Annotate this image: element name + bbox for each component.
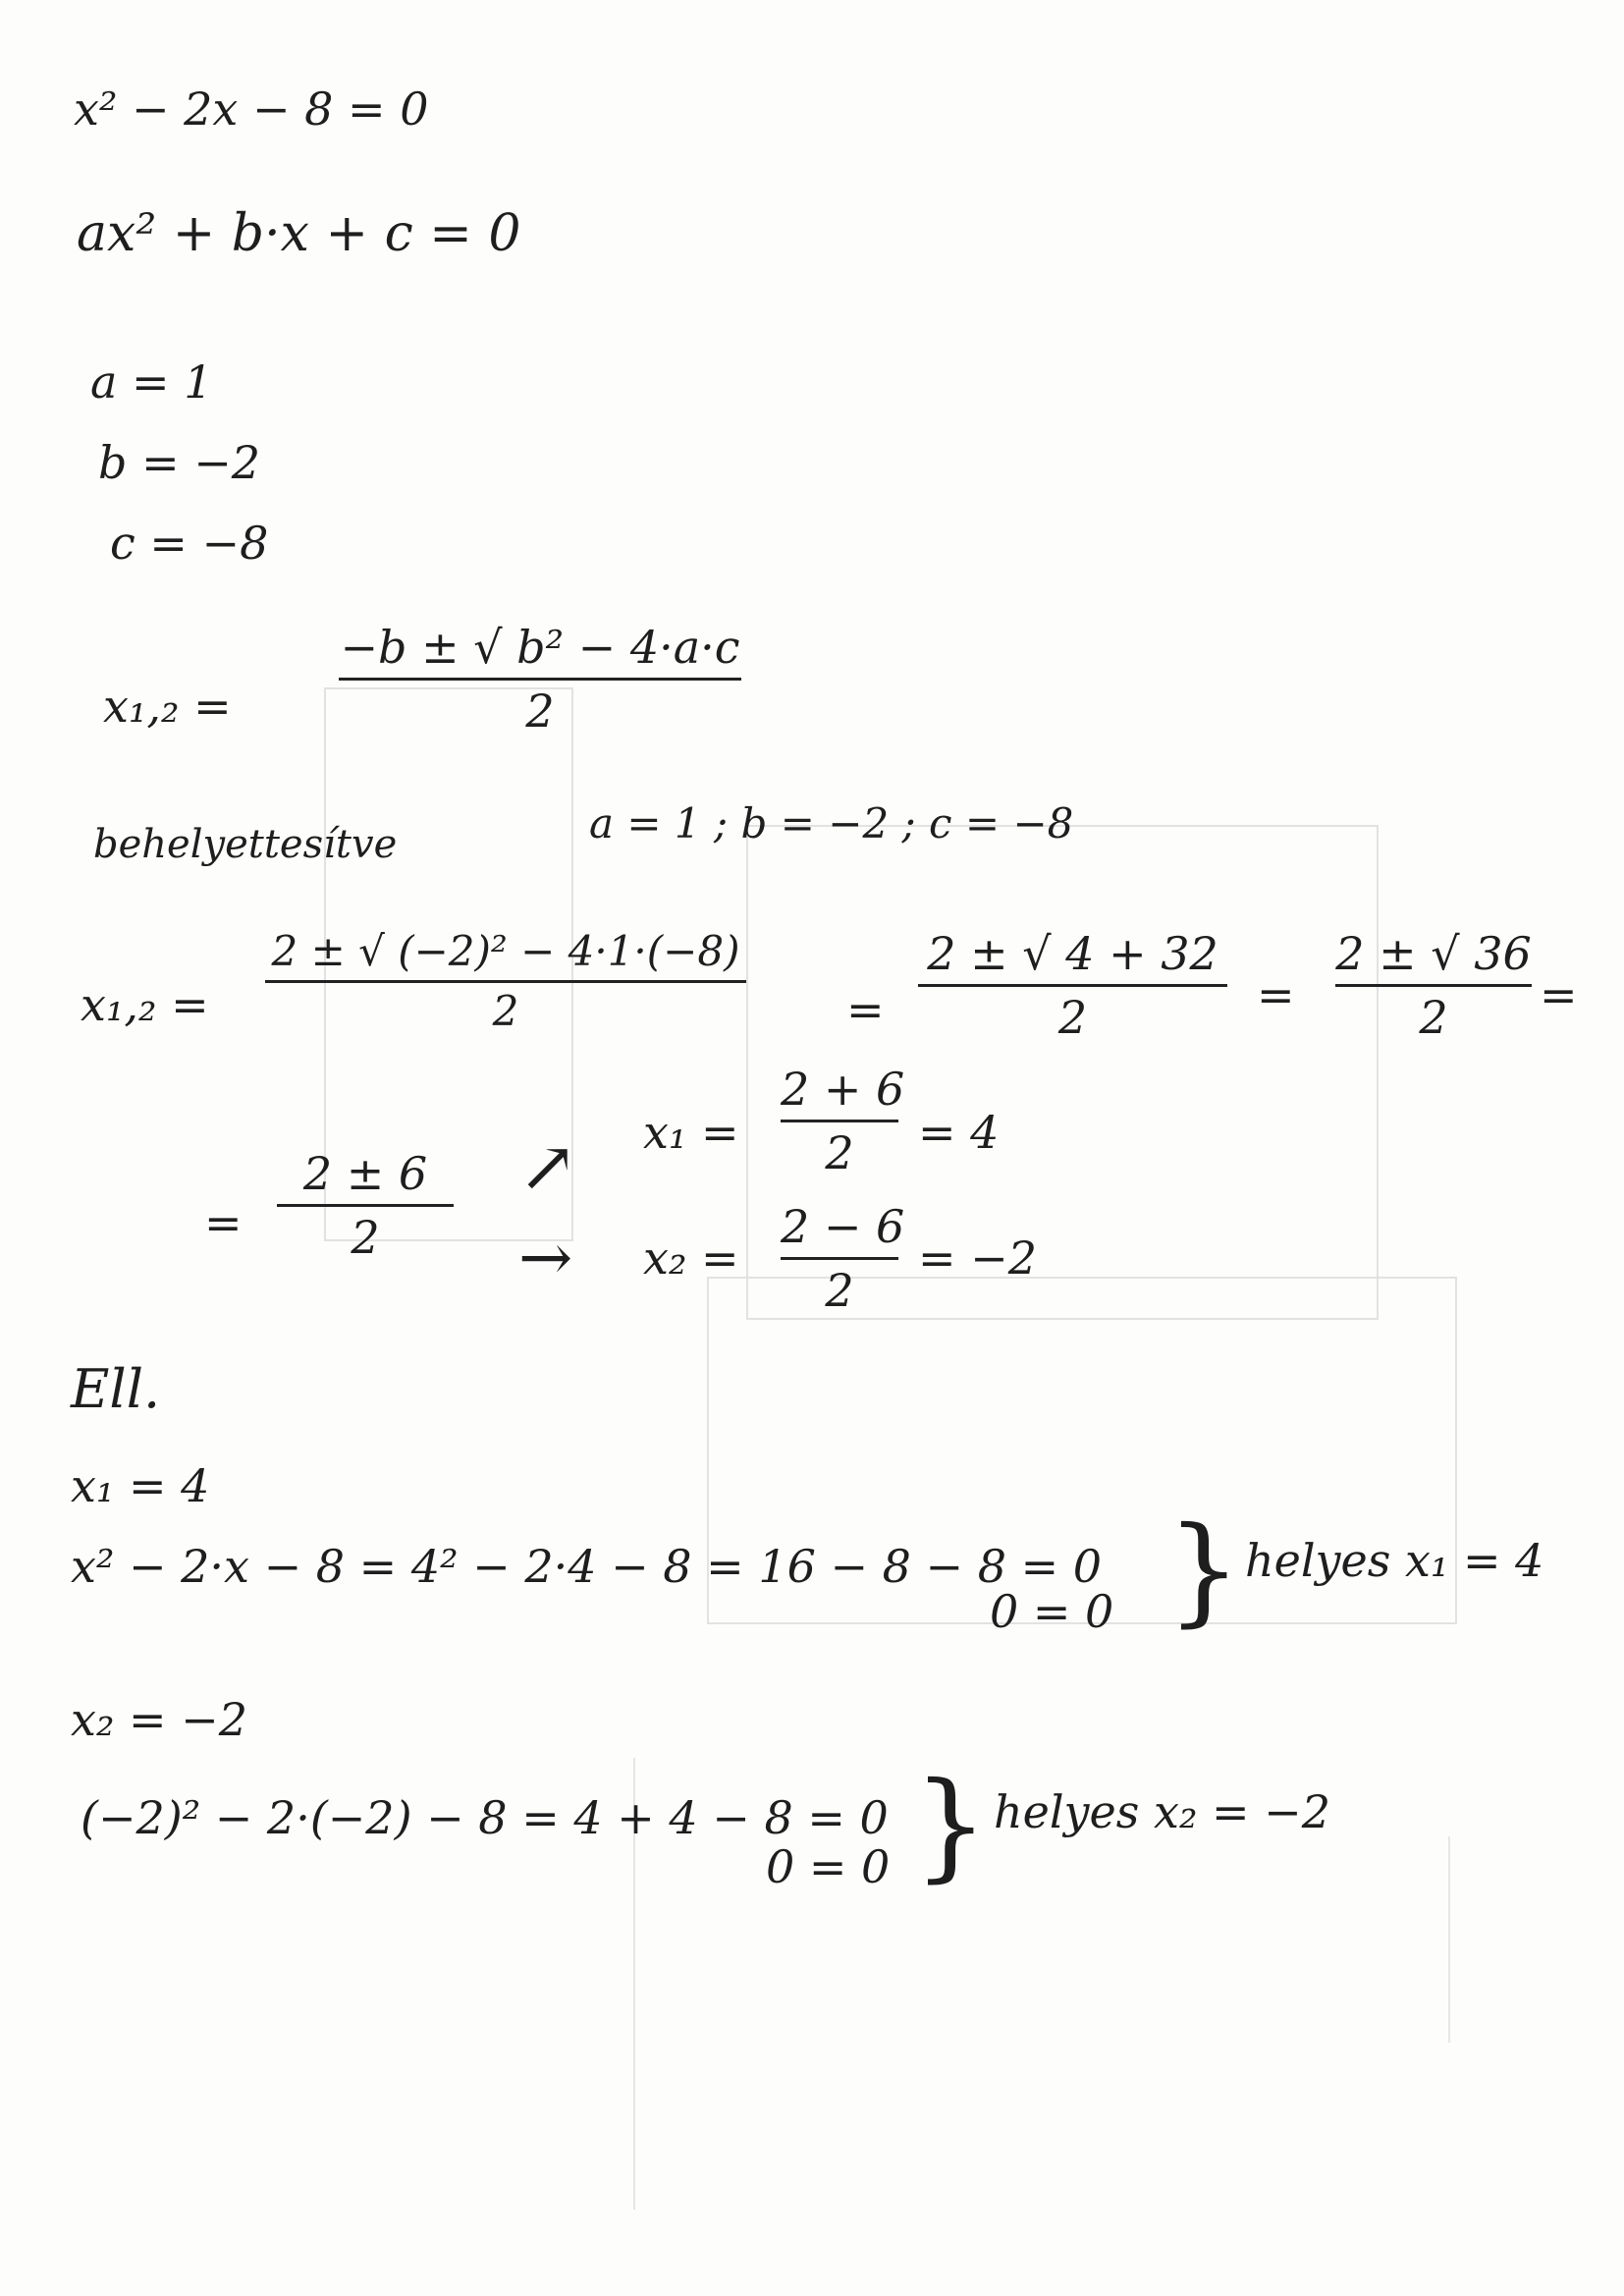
x2-fraction (781, 1200, 905, 1317)
formula-denominator: 2 (525, 684, 555, 738)
b-value: b = −2 (98, 436, 261, 489)
check2-verdict: helyes x₂ = −2 (994, 1785, 1330, 1838)
substituted-fraction-1 (265, 927, 746, 1035)
check-heading: Ell. (71, 1358, 161, 1420)
substituted-denominator-1: 2 (492, 987, 519, 1035)
substituted-fraction-3 (1335, 927, 1532, 1044)
check1-result: 0 = 0 (990, 1585, 1114, 1638)
a-value: a = 1 (90, 355, 213, 409)
x2-denominator: 2 (825, 1264, 854, 1317)
check1-verdict: helyes x₁ = 4 (1245, 1534, 1544, 1587)
equals-sign: = (846, 983, 885, 1036)
check2-result: 0 = 0 (766, 1840, 891, 1893)
equals-sign: = (1257, 968, 1295, 1021)
fraction-bar (781, 1120, 898, 1122)
check2-root: x₂ = −2 (71, 1693, 247, 1746)
x2-lhs: x₂ = (643, 1231, 739, 1285)
formula-lhs: x₁,₂ = (103, 680, 232, 733)
fraction-bar (1335, 984, 1532, 987)
check1-root: x₁ = 4 (71, 1459, 210, 1512)
substituted-lhs: x₁,₂ = (81, 978, 209, 1031)
x1-fraction (781, 1063, 905, 1179)
general-form: ax² + b·x + c = 0 (77, 204, 521, 263)
plus-minus-denominator: 2 (351, 1211, 380, 1264)
check1-line: x² − 2·x − 8 = 4² − 2·4 − 8 = 16 − 8 − 8 = 0 (71, 1540, 1103, 1593)
equation: x² − 2x − 8 = 0 (74, 82, 429, 136)
substituted-numerator-3: 2 ± √ 36 (1335, 927, 1532, 980)
formula-numerator: −b ± √ b² − 4·a·c (340, 621, 740, 674)
curly-brace-icon: } (913, 1758, 989, 1894)
x2-result: = −2 (918, 1231, 1037, 1285)
bleed-through-line (1448, 1836, 1450, 2043)
quadratic-formula (339, 621, 741, 738)
check2-line: (−2)² − 2·(−2) − 8 = 4 + 4 − 8 = 0 (81, 1791, 889, 1844)
x1-denominator: 2 (825, 1126, 854, 1179)
substitution-label: behelyettesítve (93, 822, 398, 867)
fraction-bar (277, 1204, 454, 1207)
substituted-numerator-2: 2 ± √ 4 + 32 (927, 927, 1218, 980)
plus-minus-numerator: 2 ± 6 (302, 1147, 428, 1200)
x1-lhs: x₁ = (643, 1106, 739, 1159)
x1-numerator: 2 + 6 (781, 1063, 905, 1116)
equals-sign: = (1540, 968, 1578, 1021)
equals-sign: = (204, 1196, 243, 1249)
fraction-bar (781, 1257, 898, 1260)
x1-result: = 4 (918, 1106, 1000, 1159)
c-value: c = −8 (110, 517, 269, 570)
fraction-bar (339, 678, 741, 681)
substituted-denominator-2: 2 (1057, 991, 1088, 1044)
substitution-values: a = 1 ; b = −2 ; c = −8 (589, 799, 1074, 847)
substituted-numerator-1: 2 ± √ (−2)² − 4·1·(−8) (271, 927, 740, 975)
fraction-bar (265, 980, 746, 983)
x2-numerator: 2 − 6 (781, 1200, 905, 1253)
arrow-right-icon: → (518, 1220, 573, 1295)
arrow-up-right-icon: ↗ (518, 1125, 578, 1208)
substituted-fraction-2 (918, 927, 1227, 1044)
substituted-denominator-3: 2 (1419, 991, 1448, 1044)
plus-minus-fraction (277, 1147, 454, 1264)
curly-brace-icon: } (1166, 1503, 1242, 1639)
fraction-bar (918, 984, 1227, 987)
